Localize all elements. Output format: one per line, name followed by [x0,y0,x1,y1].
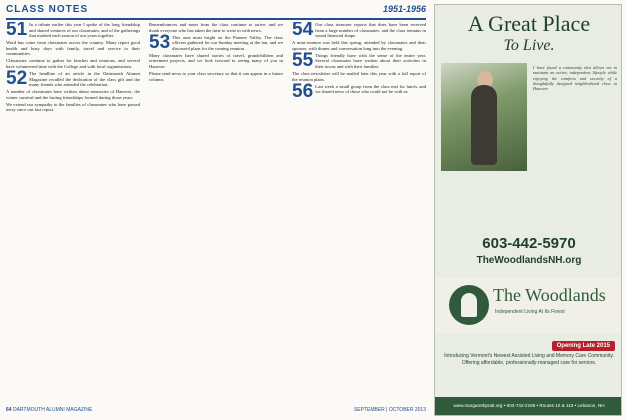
page-number: 64 [6,407,12,413]
class-year-number: 51 [6,22,28,40]
paragraph: Last week a small group from the class met for lunch, and we shared news of those who could not be with us. [315,83,426,95]
class-year-number: 56 [292,80,314,102]
column-header [6,4,426,20]
page-footer [6,407,426,417]
advertisement[interactable] [434,4,622,416]
paragraph: We extend our sympathy to the families of classmates who have passed away since our last report. [6,101,140,113]
ad-phone[interactable]: 603-442-5970 [482,235,576,252]
person-body [471,85,497,165]
paragraph: This area must bright on the Pioneer Valley. The class officers gathered for our Sunday meeting at the inn, and we discussed plans for the coming reunion. [172,34,283,51]
paragraph: Things friendly have with the sense of the entire year. Several classmates have written about their activities in their towns and with their families. [315,52,426,69]
ad-bottom-bar[interactable]: www.margarethpratt.org • 603-742-2186 • Routes 10 & 110 • Lebanon, NH [435,397,622,415]
paragraph: Word has come from classmates across the country. Many report good health and busy days with family, travel and service to their communities. [6,40,140,57]
class-year-number: 54 [292,22,314,40]
ad-tagline: Independent Living At Its Finest [495,309,565,315]
paragraph: Many classmates have shared stories of travel, grandchildren and retirement projects, and we look forward to seeing many of you in Hanover. [149,52,283,69]
opening-badge: Opening Late 2015 [552,341,615,351]
paragraph: Our class treasurer reports that dues have been received from a large number of classmates, and the class remains in sound financial shape. [315,22,426,39]
class-years: 1951-1956 [382,4,426,14]
class-year-number: 53 [149,31,171,53]
column-1 [6,22,140,402]
class-year-number: 55 [292,49,314,71]
magazine-name: DARTMOUTH ALUMNI MAGAZINE [12,407,93,413]
class-year-number: 52 [6,67,28,89]
paragraph: The headline of an article in the Dartmouth Alumni Magazine recalled the dedication of the class gift and the many friends who attended the celebration. [29,70,140,88]
section-title: CLASS NOTES [6,4,89,15]
paragraph: Remembrances and notes from the class continue to arrive, and we thank everyone who has taken the time to write in with news. [149,22,283,33]
ad-photo [441,63,527,171]
ad-testimonial: I have found a community that allows me to maintain an active, independent lifestyle while enjoying the comforts and security of a thoughtfully designed neighborhood close to Hanover. [533,65,617,92]
paragraph: Please send news to your class secretary so that it can appear in a future column. [149,70,283,82]
issue-date: SEPTEMBER | OCTOBER 2013 [353,407,426,413]
ad-subheadline: To Live. [503,37,555,54]
ad-website-link[interactable]: TheWoodlandsNH.org [476,255,582,266]
paragraph: Classmates continue to gather for lunches and reunions, and several have volunteered time with the College and with local organizations. [6,58,140,69]
paragraph: In a tribute earlier this year I spoke of the long friendship and shared ventures of our classmates, and of the gatherings that marked each season of our years together. [29,22,140,39]
ad-logo: The Woodlands [493,285,606,305]
column-3 [292,22,426,402]
paragraph: A number of classmates have written about memories of Hanover, the winter carnival and the lasting friendships formed during those years. [6,89,140,100]
ad-headline: A Great Place [467,11,591,36]
ad-intro: Introducing Vermont's Newest Assisted Living and Memory Care Community. Offering affordable, professionally-managed care for seniors. [444,353,614,366]
paragraph: A mini-reunion was held this spring, attended by classmates and their spouses, with dinner and conversation long into the evening. [292,40,426,51]
ad-logo-area [435,277,622,333]
woodlands-logo-icon [449,285,489,325]
paragraph: The class newsletter will be mailed later this year with a full report of the reunion plans. [292,70,426,82]
column-2 [149,22,283,402]
